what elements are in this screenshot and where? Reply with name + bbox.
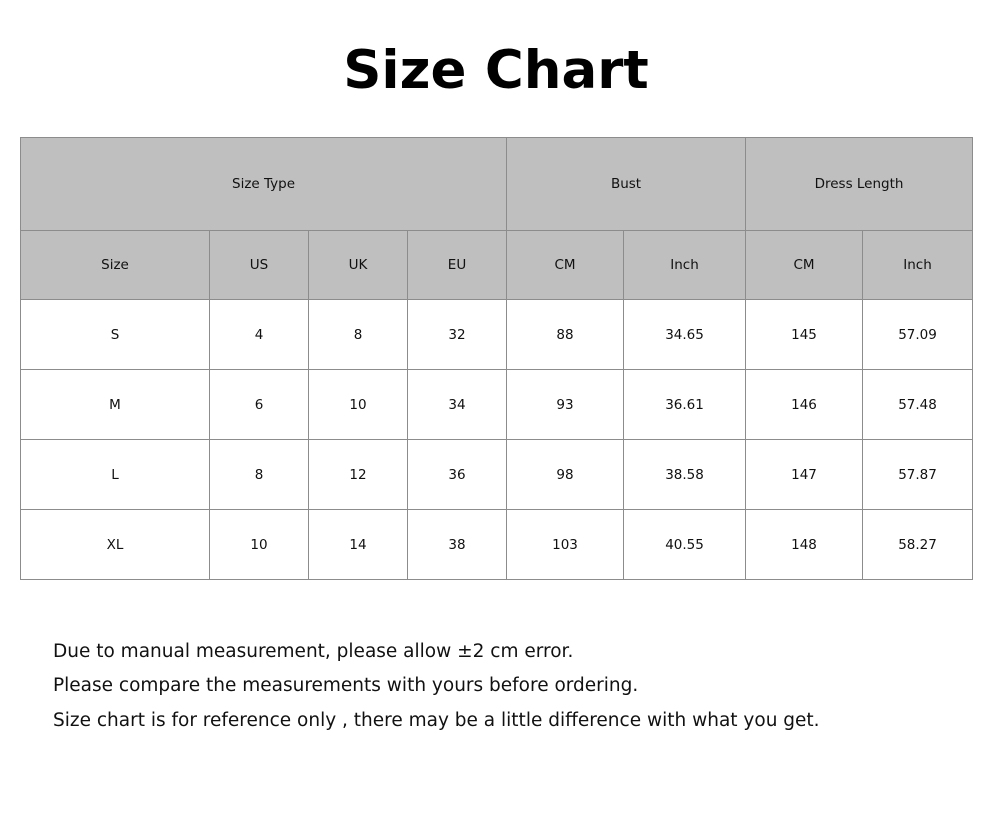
cell-size: S: [21, 300, 210, 370]
column-header-bust-cm: CM: [507, 231, 624, 300]
cell-bust-inch: 36.61: [624, 370, 746, 440]
cell-eu: 36: [408, 440, 507, 510]
table-row: [21, 440, 973, 510]
cell-us: 8: [210, 440, 309, 510]
cell-size: M: [21, 370, 210, 440]
cell-length-cm: 145: [746, 300, 863, 370]
group-header-row: [21, 138, 973, 231]
table-row: [21, 370, 973, 440]
size-table-container: [20, 100, 972, 580]
column-header-row: [21, 231, 973, 300]
cell-bust-inch: 34.65: [624, 300, 746, 370]
cell-length-cm: 146: [746, 370, 863, 440]
note-line-2: Please compare the measurements with yours before ordering.: [53, 675, 639, 697]
cell-uk: 12: [309, 440, 408, 510]
column-header-length-cm: CM: [746, 231, 863, 300]
cell-bust-cm: 98: [507, 440, 624, 510]
cell-uk: 14: [309, 510, 408, 580]
cell-uk: 10: [309, 370, 408, 440]
cell-length-inch: 57.87: [863, 440, 973, 510]
cell-bust-cm: 88: [507, 300, 624, 370]
cell-eu: 34: [408, 370, 507, 440]
note-line-1: Due to manual measurement, please allow ±2 cm error.: [53, 641, 574, 663]
cell-bust-inch: 38.58: [624, 440, 746, 510]
group-header-dress-length: Dress Length: [746, 138, 973, 231]
cell-bust-cm: 103: [507, 510, 624, 580]
page-title: Size Chart: [343, 40, 649, 101]
group-header-size-type: Size Type: [21, 138, 507, 231]
note-line-3: Size chart is for reference only , there may be a little difference with what you get.: [53, 709, 820, 731]
table-row: [21, 510, 973, 580]
column-header-bust-inch: Inch: [624, 231, 746, 300]
cell-uk: 8: [309, 300, 408, 370]
cell-size: L: [21, 440, 210, 510]
cell-us: 6: [210, 370, 309, 440]
column-header-us: US: [210, 231, 309, 300]
group-header-bust: Bust: [507, 138, 746, 231]
size-table: [20, 137, 973, 580]
cell-bust-inch: 40.55: [624, 510, 746, 580]
column-header-size: Size: [21, 231, 210, 300]
cell-us: 4: [210, 300, 309, 370]
cell-us: 10: [210, 510, 309, 580]
cell-length-inch: 57.48: [863, 370, 973, 440]
cell-length-cm: 147: [746, 440, 863, 510]
column-header-uk: UK: [309, 231, 408, 300]
column-header-eu: EU: [408, 231, 507, 300]
cell-size: XL: [21, 510, 210, 580]
cell-bust-cm: 93: [507, 370, 624, 440]
cell-length-inch: 58.27: [863, 510, 973, 580]
notes-section: [20, 580, 972, 734]
column-header-length-inch: Inch: [863, 231, 973, 300]
cell-eu: 38: [408, 510, 507, 580]
cell-eu: 32: [408, 300, 507, 370]
cell-length-inch: 57.09: [863, 300, 973, 370]
cell-length-cm: 148: [746, 510, 863, 580]
table-row: [21, 300, 973, 370]
